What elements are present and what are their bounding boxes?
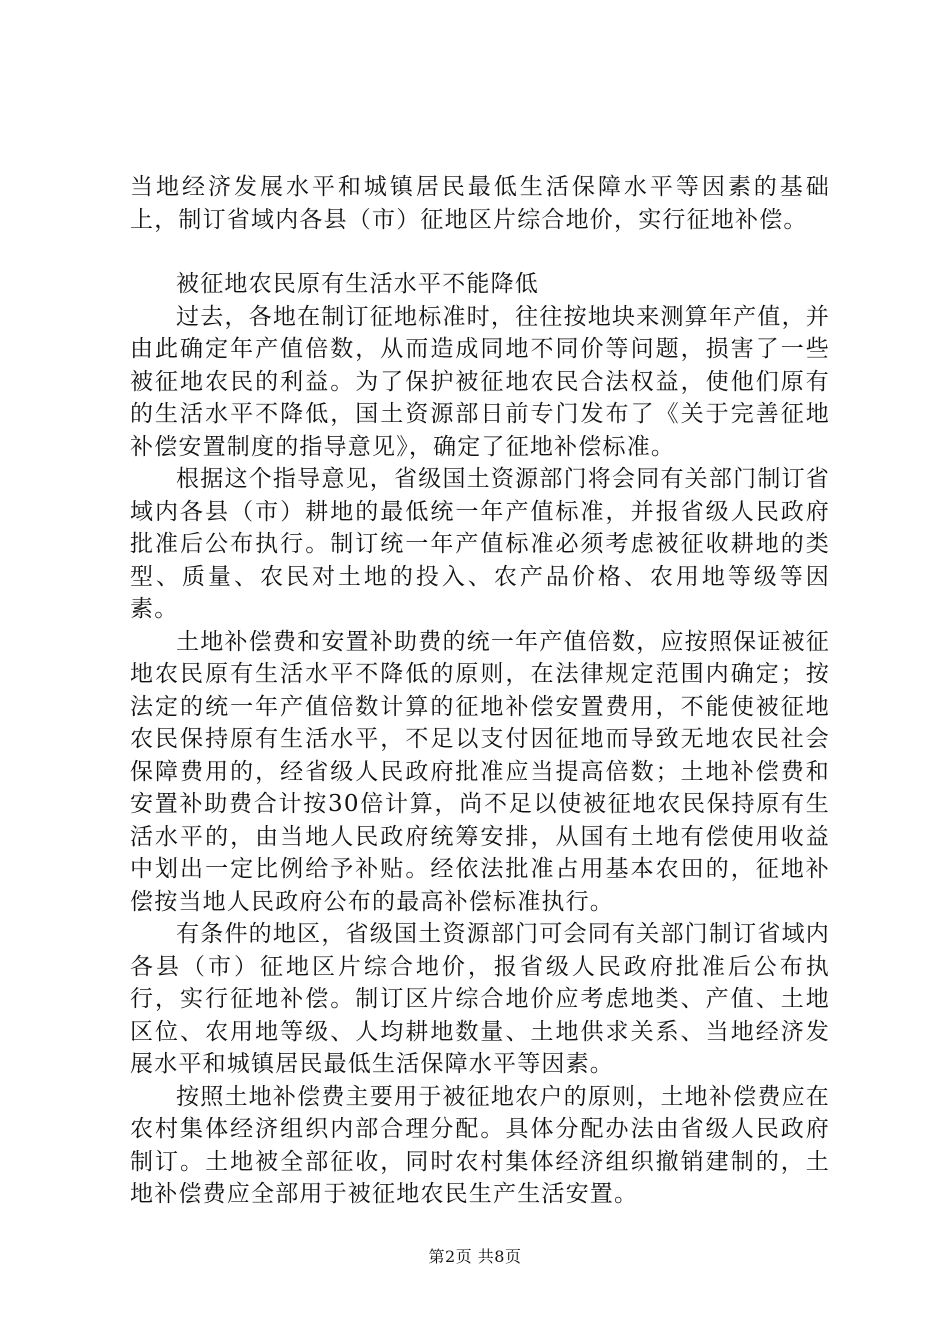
- paragraph: 过去，各地在制订征地标准时，往往按地块来测算年产值，并由此确定年产值倍数，从而造成同地不同价等问题，损害了一些被征地农民的利益。为了保护被征地农民合法权益，使他们原有的生活水平不降低，国土资源部日前专门发布了《关于完善征地补偿安置制度的指导意见》，确定了征地补偿标准。: [130, 303, 830, 460]
- paragraph: 有条件的地区，省级国土资源部门可会同有关部门制订省域内各县（市）征地区片综合地价，报省级人民政府批准后公布执行，实行征地补偿。制订区片综合地价应考虑地类、产值、土地区位、农用地等级、人均耕地数量、土地供求关系、当地经济发展水平和城镇居民最低生活保障水平等因素。: [130, 921, 830, 1077]
- document-body: [130, 171, 830, 1211]
- paragraph: 土地补偿费和安置补助费的统一年产值倍数，应按照保证被征地农民原有生活水平不降低的原则，在法律规定范围内确定；按法定的统一年产值倍数计算的征地补偿安置费用，不能使被征地农民保持原有生活水平，不足以支付因征地而导致无地农民社会保障费用的，经省级人民政府批准应当提高倍数；土地补偿费和安置补助费合计按30倍计算，尚不足以使被征地农民保持原有生活水平的，由当地人民政府统筹安排，从国有土地有偿使用收益中划出一定比例给予补贴。经依法批准占用基本农田的，征地补偿按当地人民政府公布的最高补偿标准执行。: [130, 628, 830, 915]
- paragraph: 根据这个指导意见，省级国土资源部门将会同有关部门制订省域内各县（市）耕地的最低统一年产值标准，并报省级人民政府批准后公布执行。制订统一年产值标准必须考虑被征收耕地的类型、质量、农民对土地的投入、农产品价格、农用地等级等因素。: [130, 466, 830, 622]
- section-heading: 被征地农民原有生活水平不能降低: [176, 271, 539, 297]
- paragraph-continuation: 当地经济发展水平和城镇居民最低生活保障水平等因素的基础上，制订省域内各县（市）征地区片综合地价，实行征地补偿。: [130, 174, 830, 233]
- paragraph: 按照土地补偿费主要用于被征地农户的原则，土地补偿费应在农村集体经济组织内部合理分配。具体分配办法由省级人民政府制订。土地被全部征收，同时农村集体经济组织撤销建制的，土地补偿费应全部用于被征地农民生产生活安置。: [130, 1083, 830, 1207]
- page-number-footer: 第2页 共8页: [428, 1247, 522, 1266]
